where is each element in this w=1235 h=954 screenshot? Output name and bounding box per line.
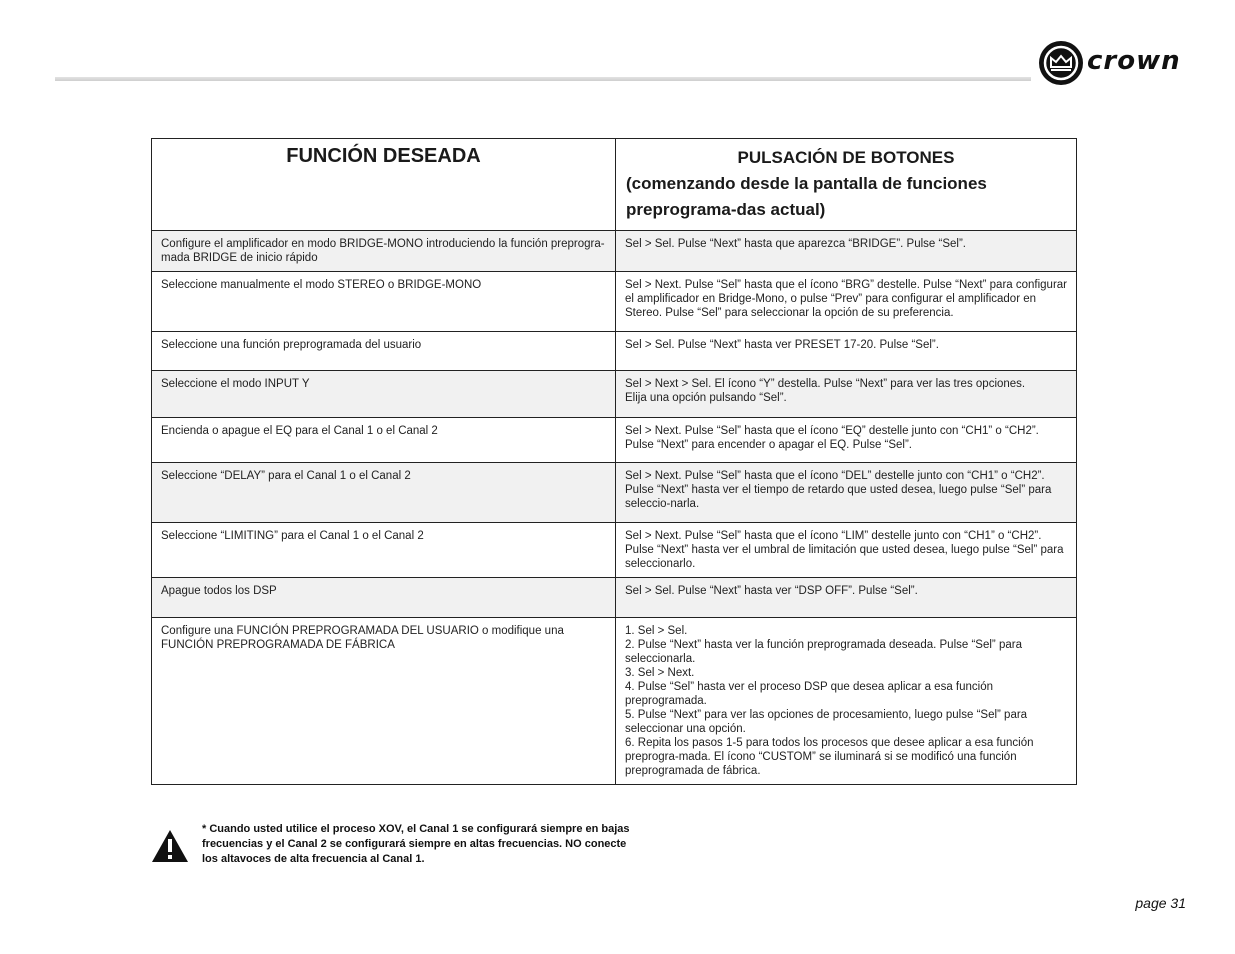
warning-triangle-icon: [151, 828, 189, 864]
buttons-step: 5. Pulse “Next” para ver las opciones de procesamiento, luego pulse “Sel” para seleccionar una opción.: [625, 709, 1028, 735]
crown-logo: [1037, 38, 1187, 88]
table-row: [152, 332, 1077, 371]
warning-text: * Cuando usted utilice el proceso XOV, el Canal 1 se configurará siempre en bajas frecuencias y el Canal 2 se configurará siempre en altas frecuencias. NO conecte los altavoces de alta frecuencia al Canal 1.: [202, 823, 630, 865]
buttons-line: Sel > Next. Pulse “Sel” hasta que el ícono “LIM” destelle junto con “CH1” o “CH2”. Pulse “Next” hasta ver el umbral de limitación que usted desea, luego pulse “Sel” para seleccionarlo.: [625, 530, 1064, 570]
column-header-function: FUNCIÓN DESEADA: [152, 139, 616, 231]
function-cell: Seleccione una función preprogramada del usuario: [152, 332, 616, 371]
page-number: page 31: [1135, 895, 1186, 911]
buttons-cell: [616, 463, 1077, 523]
buttons-step: 3. Sel > Next.: [625, 667, 695, 679]
buttons-cell: [616, 332, 1077, 371]
table-header-row: [152, 139, 1077, 231]
function-cell: Seleccione el modo INPUT Y: [152, 371, 616, 418]
buttons-line: Sel > Next > Sel. El ícono “Y” destella. Pulse “Next” para ver las tres opciones.: [625, 378, 1026, 390]
function-cell: Apague todos los DSP: [152, 578, 616, 618]
buttons-line: Sel > Next. Pulse “Sel” hasta que el ícono “BRG” destelle. Pulse “Next” para configurar el amplificador en Bridge-Mono, o pulse “Prev” para configurar el amplificador en Stereo. Pulse “Sel” para seleccionar la opción de su preferencia.: [625, 279, 1067, 319]
table-row: [152, 523, 1077, 578]
function-table: [151, 138, 1077, 785]
buttons-cell: [616, 272, 1077, 332]
function-cell: Encienda o apague el EQ para el Canal 1 o el Canal 2: [152, 418, 616, 463]
buttons-line: Sel > Next. Pulse “Sel” hasta que el ícono “DEL” destelle junto con “CH1” o “CH2”.: [625, 470, 1045, 482]
warning-note: [151, 822, 641, 872]
buttons-cell: [616, 418, 1077, 463]
column-header-buttons-title: PULSACIÓN DE BOTONES: [737, 148, 955, 167]
function-cell: Seleccione “DELAY” para el Canal 1 o el Canal 2: [152, 463, 616, 523]
crown-logo-icon: [1037, 39, 1085, 87]
column-header-buttons: [616, 139, 1077, 231]
buttons-cell: [616, 618, 1077, 785]
buttons-line: Sel > Sel. Pulse “Next” hasta ver “DSP OFF”. Pulse “Sel”.: [625, 585, 918, 597]
buttons-step: 4. Pulse “Sel” hasta ver el proceso DSP que desea aplicar a esa función preprogramada.: [625, 681, 993, 707]
buttons-line: Sel > Sel. Pulse “Next” hasta que aparezca “BRIDGE”. Pulse “Sel”.: [625, 238, 966, 250]
table-row: [152, 463, 1077, 523]
buttons-line: Sel > Next. Pulse “Sel” hasta que el ícono “EQ” destelle junto con “CH1” o “CH2”.: [625, 425, 1039, 437]
table-row: [152, 371, 1077, 418]
column-header-buttons-subtitle: (comenzando desde la pantalla de funciones preprograma-das actual): [626, 174, 987, 219]
brand-wordmark: crown: [1087, 46, 1181, 76]
buttons-step: 6. Repita los pasos 1-5 para todos los procesos que desee aplicar a esa función preprogra-mada. El ícono “CUSTOM” se iluminará si se modificó una función preprogramada de fábrica.: [625, 737, 1034, 777]
function-cell: Configure una FUNCIÓN PREPROGRAMADA DEL USUARIO o modifique una FUNCIÓN PREPROGRAMADA DE FÁBRICA: [152, 618, 616, 785]
buttons-line: Pulse “Next” hasta ver el tiempo de retardo que usted desea, luego pulse “Sel” para seleccio-narla.: [625, 484, 1052, 510]
table-row: [152, 272, 1077, 332]
function-cell: Seleccione manualmente el modo STEREO o BRIDGE-MONO: [152, 272, 616, 332]
buttons-step: 1. Sel > Sel.: [625, 625, 688, 637]
function-cell: Seleccione “LIMITING” para el Canal 1 o el Canal 2: [152, 523, 616, 578]
buttons-line: Elija una opción pulsando “Sel”.: [625, 392, 787, 404]
buttons-cell: [616, 523, 1077, 578]
buttons-cell: [616, 371, 1077, 418]
header-rule: [55, 77, 1031, 81]
buttons-step: 2. Pulse “Next” hasta ver la función preprogramada deseada. Pulse “Sel” para seleccionarla.: [625, 639, 1022, 665]
buttons-line: Sel > Sel. Pulse “Next” hasta ver PRESET 17-20. Pulse “Sel”.: [625, 339, 939, 351]
buttons-cell: [616, 578, 1077, 618]
table-row: [152, 231, 1077, 272]
function-cell: Configure el amplificador en modo BRIDGE-MONO introduciendo la función preprogra-mada BRIDGE de inicio rápido: [152, 231, 616, 272]
buttons-line: Pulse “Next” para encender o apagar el EQ. Pulse “Sel”.: [625, 439, 913, 451]
table-row: [152, 578, 1077, 618]
table-row: [152, 618, 1077, 785]
table-row: [152, 418, 1077, 463]
buttons-cell: [616, 231, 1077, 272]
